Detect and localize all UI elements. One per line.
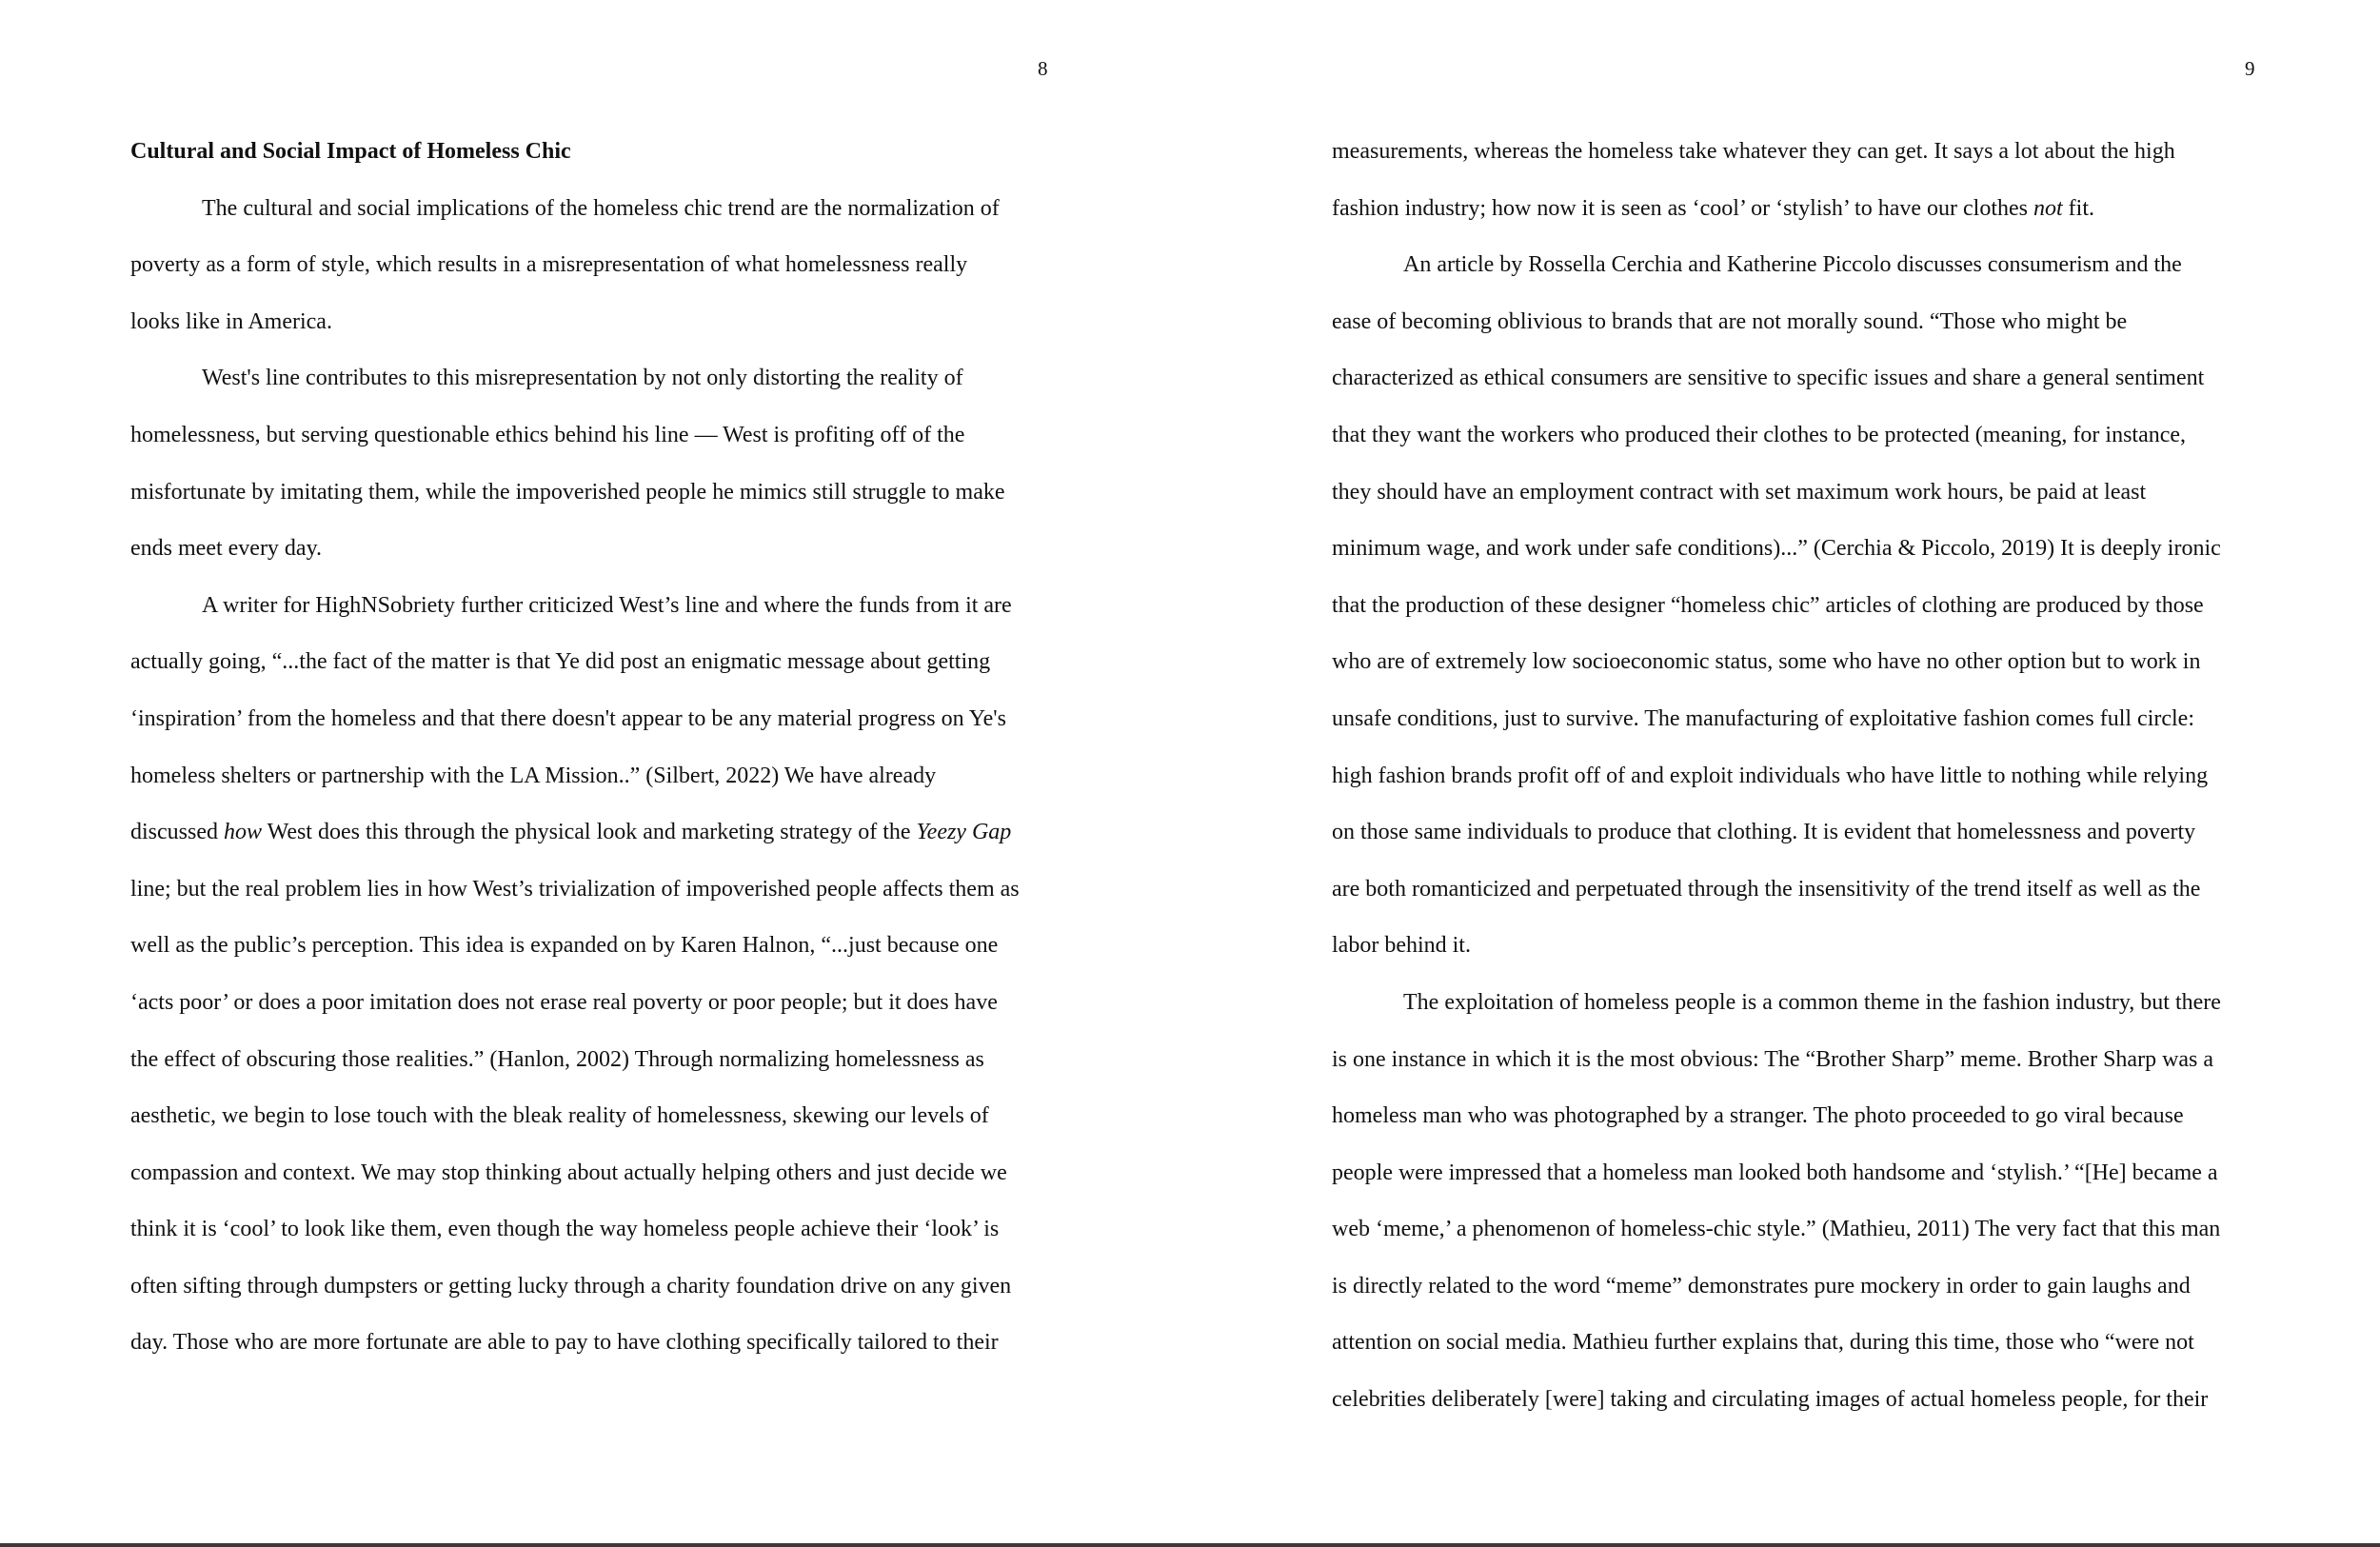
text-line: on those same individuals to produce that clothing. It is evident that homelessness and poverty (1332, 820, 2196, 845)
text-run: fashion industry; how now it is seen as ‘cool’ or ‘stylish’ to have our clothes (1332, 195, 2033, 221)
text-line: An article by Rossella Cerchia and Katherine Piccolo discusses consumerism and the (1403, 252, 2182, 278)
text-line: is one instance in which it is the most obvious: The “Brother Sharp” meme. Brother Sharp was a (1332, 1046, 2214, 1072)
text-run: West does this through the physical look and marketing strategy of the (262, 820, 917, 845)
page-9 (1190, 0, 2380, 1542)
text-line: The exploitation of homeless people is a common theme in the fashion industry, but there (1403, 989, 2221, 1015)
text-line: measurements, whereas the homeless take whatever they can get. It says a lot about the high (1332, 139, 2175, 164)
text-line: often sifting through dumpsters or getting lucky through a charity foundation drive on any given (130, 1273, 1012, 1299)
italic-run: how (224, 820, 263, 845)
text-line: that the production of these designer “homeless chic” articles of clothing are produced by those (1332, 592, 2204, 618)
text-line: compassion and context. We may stop thinking about actually helping others and just decide we (130, 1160, 1007, 1185)
text-line: aesthetic, we begin to lose touch with the bleak reality of homelessness, skewing our levels of (130, 1103, 989, 1129)
text-line: celebrities deliberately [were] taking and circulating images of actual homeless people, for their (1332, 1387, 2209, 1413)
page-8 (0, 0, 1190, 1542)
text-line: well as the public’s perception. This idea is expanded on by Karen Halnon, “...just because one (130, 933, 999, 959)
text-line: misfortunate by imitating them, while the impoverished people he mimics still struggle to make (130, 479, 1005, 505)
text-line: poverty as a form of style, which results in a misrepresentation of what homelessness really (130, 252, 968, 278)
text-line (130, 804, 1046, 862)
text-line: are both romanticized and perpetuated through the insensitivity of the trend itself as well as the (1332, 876, 2201, 902)
text-line: think it is ‘cool’ to look like them, even though the way homeless people achieve their ‘look’ is (130, 1217, 1000, 1242)
text-line: high fashion brands profit off of and exploit individuals who have little to nothing while relying (1332, 763, 2209, 788)
text-line: day. Those who are more fortunate are able to pay to have clothing specifically tailored to their (130, 1330, 999, 1356)
text-line: labor behind it. (1332, 933, 1471, 959)
text-line: A writer for HighNSobriety further criticized West’s line and where the funds from it are (202, 592, 1012, 618)
window-bottom-border (0, 1543, 2380, 1547)
text-line: unsafe conditions, just to survive. The manufacturing of exploitative fashion comes full circle: (1332, 705, 2194, 731)
text-line: homeless man who was photographed by a stranger. The photo proceeded to go viral because (1332, 1103, 2184, 1129)
text-line: minimum wage, and work under safe conditions)...” (Cerchia & Piccolo, 2019) It is deeply ironic (1332, 536, 2221, 562)
text-line: ‘inspiration’ from the homeless and that there doesn't appear to be any material progress on Ye's (130, 705, 1006, 731)
text-line: The cultural and social implications of the homeless chic trend are the normalization of (202, 195, 1000, 221)
text-line: West's line contributes to this misrepresentation by not only distorting the reality of (202, 366, 963, 391)
text-run: fit. (2062, 195, 2094, 221)
section-heading: Cultural and Social Impact of Homeless Chic (130, 139, 571, 164)
text-line: attention on social media. Mathieu further explains that, during this time, those who “were not (1332, 1330, 2194, 1356)
italic-run: Yeezy Gap (916, 820, 1012, 845)
text-line: web ‘meme,’ a phenomenon of homeless-chic style.” (Mathieu, 2011) The very fact that this man (1332, 1217, 2221, 1242)
text-line: ends meet every day. (130, 536, 323, 562)
text-line: characterized as ethical consumers are sensitive to specific issues and share a general sentiment (1332, 366, 2205, 391)
text-line: homeless shelters or partnership with the LA Mission..” (Silbert, 2022) We have already (130, 763, 937, 788)
page-body (130, 124, 1046, 1372)
text-line: people were impressed that a homeless man looked both handsome and ‘stylish.’ “[He] became a (1332, 1160, 2218, 1185)
text-line (1332, 181, 2265, 238)
italic-run: not (2033, 195, 2063, 221)
text-line: they should have an employment contract with set maximum work hours, be paid at least (1332, 479, 2147, 505)
text-line: who are of extremely low socioeconomic status, some who have no other option but to work in (1332, 649, 2201, 675)
text-run: discussed (130, 820, 224, 845)
text-line: is directly related to the word “meme” demonstrates pure mockery in order to gain laughs and (1332, 1273, 2191, 1299)
text-line: looks like in America. (130, 308, 332, 334)
text-line: ease of becoming oblivious to brands that are not morally sound. “Those who might be (1332, 308, 2128, 334)
page-number: 9 (2245, 57, 2255, 80)
page-number: 8 (1038, 57, 1048, 80)
text-line: ‘acts poor’ or does a poor imitation does not erase real poverty or poor people; but it does have (130, 989, 998, 1015)
text-line: the effect of obscuring those realities.” (Hanlon, 2002) Through normalizing homelessness as (130, 1046, 984, 1072)
page-body (1332, 124, 2265, 1429)
text-line: homelessness, but serving questionable ethics behind his line — West is profiting off of the (130, 422, 965, 447)
text-line: that they want the workers who produced their clothes to be protected (meaning, for instance, (1332, 422, 2187, 447)
text-line: line; but the real problem lies in how West’s trivialization of impoverished people affects them as (130, 876, 1020, 902)
text-line: actually going, “...the fact of the matter is that Ye did post an enigmatic message about getting (130, 649, 991, 675)
